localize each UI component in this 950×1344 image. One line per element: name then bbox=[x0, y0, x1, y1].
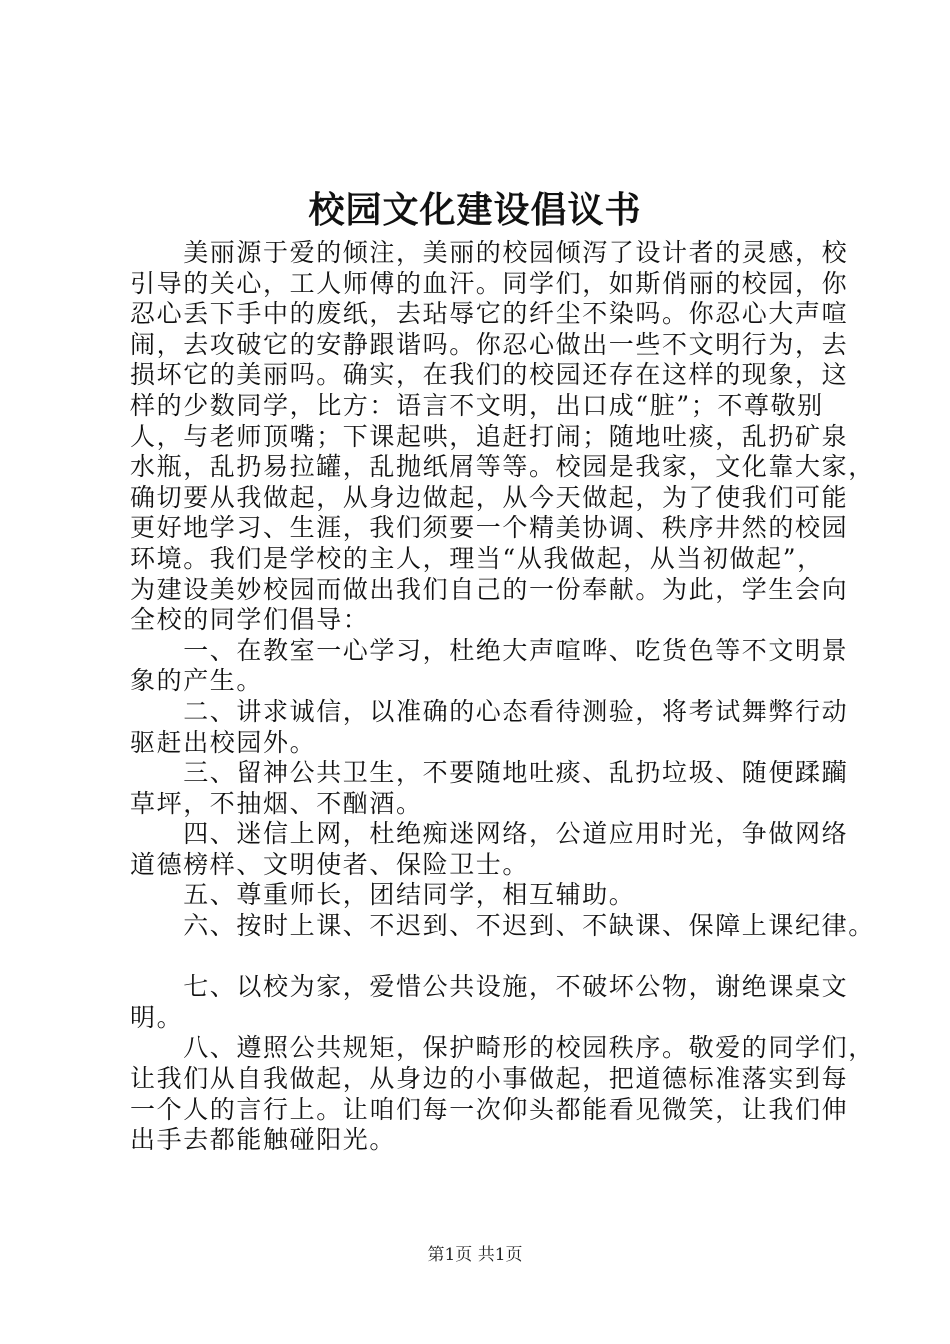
document-body bbox=[130, 238, 875, 1156]
body-line: 全校的同学们倡导： bbox=[130, 605, 370, 635]
body-line: 一、在教室一心学习，杜绝大声喧哗、吃货色等不文明景 bbox=[130, 635, 849, 665]
body-line: 样的少数同学，比方：语言不文明，出口成“脏”；不尊敬别 bbox=[130, 390, 824, 420]
document-title: 校园文化建设倡议书 bbox=[308, 189, 642, 231]
body-line: 人，与老师顶嘴；下课起哄，追赶打闹；随地吐痰，乱扔矿泉 bbox=[130, 421, 849, 451]
body-line: 三、留神公共卫生，不要随地吐痰、乱扔垃圾、随便蹂躏 bbox=[130, 758, 849, 788]
body-line: 五、尊重师长，团结同学，相互辅助。 bbox=[130, 880, 636, 910]
body-line: 水瓶，乱扔易拉罐，乱抛纸屑等等。校园是我家，文化靠大家， bbox=[130, 452, 875, 482]
body-line: 引导的关心，工人师傅的血汗。同学们，如斯俏丽的校园，你 bbox=[130, 268, 849, 298]
body-line: 一个人的言行上。让咱们每一次仰头都能看见微笑，让我们伸 bbox=[130, 1094, 849, 1124]
body-line: 为建设美妙校园而做出我们自己的一份奉献。为此，学生会向 bbox=[130, 574, 849, 604]
body-line: 损坏它的美丽吗。确实，在我们的校园还存在这样的现象，这 bbox=[130, 360, 849, 390]
body-line: 六、按时上课、不迟到、不迟到、不缺课、保障上课纪律。 bbox=[130, 911, 875, 941]
body-line: 出手去都能触碰阳光。 bbox=[130, 1125, 397, 1155]
body-line: 闹，去攻破它的安静跟谐吗。你忍心做出一些不文明行为，去 bbox=[130, 329, 849, 359]
body-line: 确切要从我做起，从身边做起，从今天做起，为了使我们可能 bbox=[130, 482, 849, 512]
body-line: 环境。我们是学校的主人，理当“从我做起，从当初做起”， bbox=[130, 543, 824, 573]
body-line: 明。 bbox=[130, 1002, 184, 1032]
body-line: 七、以校为家，爱惜公共设施，不破坏公物，谢绝课桌文 bbox=[130, 972, 849, 1002]
body-line: 象的产生。 bbox=[130, 666, 264, 696]
blank-line bbox=[130, 942, 856, 973]
body-line: 美丽源于爱的倾注，美丽的校园倾泻了设计者的灵感，校 bbox=[130, 238, 849, 267]
body-line: 草坪，不抽烟、不酗酒。 bbox=[130, 788, 423, 818]
body-line: 更好地学习、生涯，我们须要一个精美协调、秩序井然的校园 bbox=[130, 513, 849, 543]
body-line: 忍心丢下手中的废纸，去玷辱它的纤尘不染吗。你忍心大声喧 bbox=[130, 299, 849, 329]
body-line: 驱赶出校园外。 bbox=[130, 727, 317, 757]
body-line: 让我们从自我做起，从身边的小事做起，把道德标准落实到每 bbox=[130, 1064, 849, 1094]
body-line: 八、遵照公共规矩，保护畸形的校园秩序。敬爱的同学们， bbox=[130, 1033, 875, 1063]
page-footer: 第1页 共1页 bbox=[427, 1245, 523, 1265]
body-line: 二、讲求诚信，以准确的心态看待测验，将考试舞弊行动 bbox=[130, 696, 849, 726]
body-line: 四、迷信上网，杜绝痴迷网络，公道应用时光，争做网络 bbox=[130, 819, 849, 849]
body-line: 道德榜样、文明使者、保险卫士。 bbox=[130, 849, 530, 879]
